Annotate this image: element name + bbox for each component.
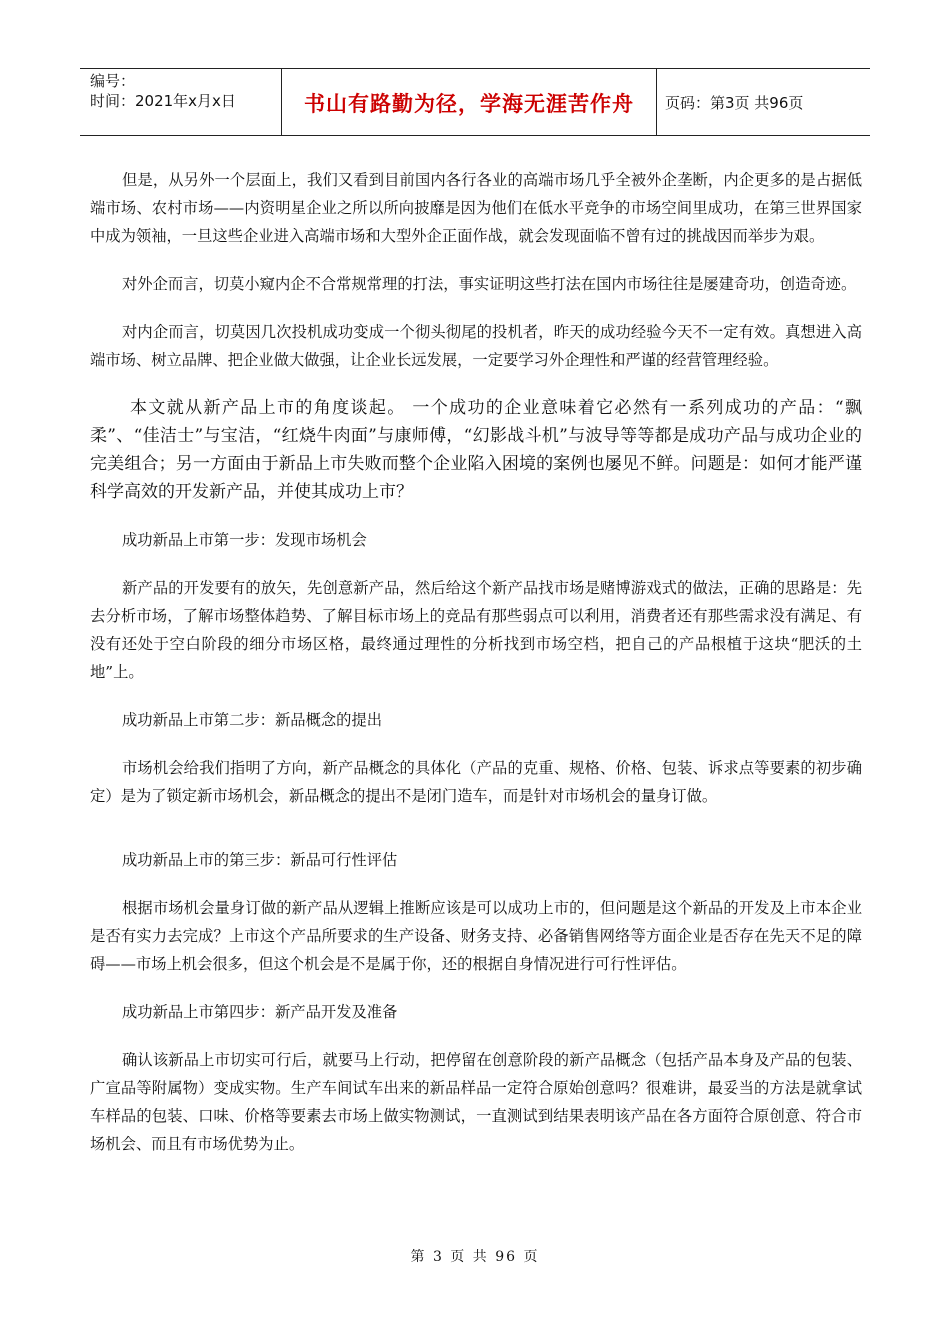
- page-header: [80, 68, 870, 136]
- paragraph: 确认该新品上市切实可行后，就要马上行动，把停留在创意阶段的新产品概念（包括产品本身及产品的包装、广宣品等附属物）变成实物。生产车间试车出来的新品样品一定符合原始创意吗？很难讲，最妥当的方法是就拿试车样品的包装、口味、价格等要素去市场上做实物测试，一直测试到结果表明该产品在各方面符合原创意、符合市场机会、而且有市场优势为止。: [90, 1051, 862, 1153]
- section-heading: 成功新品上市的第三步：新品可行性评估: [122, 851, 398, 869]
- document-date-label: 时间：2021年x月x日: [90, 92, 236, 110]
- header-page-code: 页码：第3页 共96页: [665, 93, 804, 112]
- paragraph: 本文就从新产品上市的角度谈起。 一个成功的企业意味着它必然有一系列成功的产品：“飘柔”、“佳洁士”与宝洁，“红烧牛肉面”与康师傅，“幻影战斗机”与波导等等都是成功产品与成功企业的完美组合；另一方面由于新品上市失败而整个企业陷入困境的案例也屡见不鲜。问题是：如何才能严谨科学高效的开发新产品，并使其成功上市？: [90, 398, 862, 502]
- document-body: [90, 166, 862, 1178]
- paragraph: 市场机会给我们指明了方向，新产品概念的具体化（产品的克重、规格、价格、包装、诉求点等要素的初步确定）是为了锁定新市场机会，新品概念的提出不是闭门造车，而是针对市场机会的量身订做。: [90, 759, 862, 805]
- section-heading: 成功新品上市第二步：新品概念的提出: [122, 711, 383, 729]
- section-heading: 成功新品上市第四步：新产品开发及准备: [122, 1003, 398, 1021]
- document-number-label: 编号：: [90, 72, 136, 90]
- paragraph: 根据市场机会量身订做的新产品从逻辑上推断应该是可以成功上市的，但问题是这个新品的开发及上市本企业是否有实力去完成？上市这个产品所要求的生产设备、财务支持、必备销售网络等方面企业是否存在先天不足的障碍——市场上机会很多，但这个机会是不是属于你，还的根据自身情况进行可行性评估。: [90, 899, 862, 973]
- header-motto: 书山有路勤为径，学海无涯苦作舟: [282, 69, 657, 135]
- header-meta: [80, 69, 282, 135]
- section-heading: 成功新品上市第一步：发现市场机会: [122, 531, 367, 549]
- paragraph: 新产品的开发要有的放矢，先创意新产品，然后给这个新产品找市场是赌博游戏式的做法，正确的思路是：先去分析市场，了解市场整体趋势、了解目标市场上的竞品有那些弱点可以利用，消费者还有那些需求没有满足、有没有还处于空白阶段的细分市场区格，最终通过理性的分析找到市场空档，把自己的产品根植于这块“肥沃的土地”上。: [90, 579, 862, 681]
- paragraph: 对内企而言，切莫因几次投机成功变成一个彻头彻尾的投机者，昨天的成功经验今天不一定有效。真想进入高端市场、树立品牌、把企业做大做强，让企业长远发展，一定要学习外企理性和严谨的经营管理经验。: [90, 323, 862, 369]
- paragraph: 但是，从另外一个层面上，我们又看到目前国内各行各业的高端市场几乎全被外企垄断，内企更多的是占据低端市场、农村市场——内资明星企业之所以所向披靡是因为他们在低水平竞争的市场空间里成功，在第三世界国家中成为领袖，一旦这些企业进入高端市场和大型外企正面作战，就会发现面临不曾有过的挑战因而举步为艰。: [90, 171, 862, 245]
- paragraph: 对外企而言，切莫小窥内企不合常规常理的打法，事实证明这些打法在国内市场往往是屡建奇功，创造奇迹。: [122, 275, 857, 293]
- page-footer: 第 3 页 共 96 页: [410, 1249, 540, 1265]
